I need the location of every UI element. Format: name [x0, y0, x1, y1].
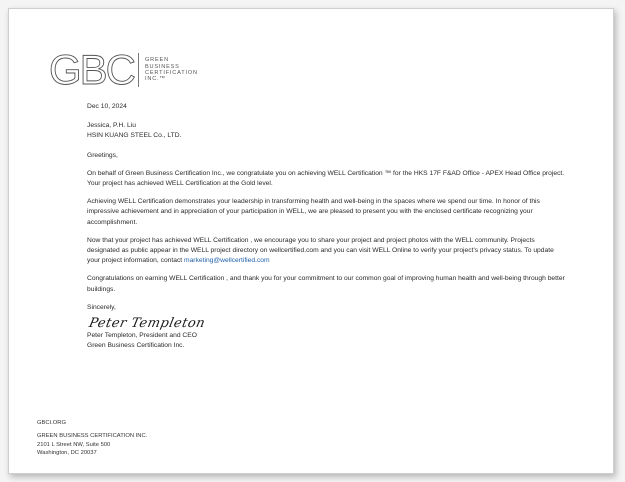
logo-line-4: INC.™ [145, 76, 166, 83]
recipient-block [87, 121, 565, 141]
paragraph-4: Congratulations on earning WELL Certification , and thank you for your commitment to our common goal of improving human health and well-being through better buildings. [87, 275, 565, 293]
recipient-company: HSIN KUANG STEEL Co., LTD. [87, 132, 182, 140]
logo-mark: GBC [49, 46, 135, 93]
footer-address-1: 2101 L Street NW, Suite 500 [37, 441, 111, 448]
contact-email-link[interactable]: marketing@wellcertified.com [184, 257, 270, 265]
paragraph-3-text: Now that your project has achieved WELL Certification , we encourage you to share your project and project photos with the WELL community. Projects designated as public appear in the WELL project directory on wellcertified.com and you can visit WELL Online to verify your project's privacy status. To update your project information, contact [87, 236, 554, 265]
logo-divider [138, 53, 139, 87]
signature-image: Peter Templeton [87, 316, 207, 332]
logo-line-2: BUSINESS [145, 63, 180, 70]
letter-date: Dec 10, 2024 [87, 103, 127, 110]
footer-org: GREEN BUSINESS CERTIFICATION INC. [37, 433, 148, 440]
recipient-name: Jessica, P.H. Liu [87, 122, 136, 130]
logo-wordmark [145, 57, 198, 83]
signer-title: Peter Templeton, President and CEO [87, 332, 197, 340]
letter-footer [37, 419, 147, 458]
paragraph-3 [87, 236, 565, 267]
footer-website: GBCI.ORG [37, 420, 66, 426]
greeting: Greetings, [87, 151, 118, 159]
footer-address-2: Washington, DC 20037 [37, 450, 97, 457]
logo-line-1: GREEN [145, 57, 169, 64]
letter-page [8, 8, 614, 474]
gbc-logo [49, 46, 198, 93]
closing: Sincerely, [87, 303, 116, 311]
signer-org: Green Business Certification Inc. [87, 342, 185, 350]
paragraph-2: Achieving WELL Certification demonstrates your leadership in transforming health and well-being in the spaces where we spend our time. In honor of this impressive achievement and in appreciation of your participation in WELL, we are pleased to present you with the enclosed certificate recognizing your accomplishment. [87, 198, 540, 226]
logo-line-3: CERTIFICATION [145, 70, 198, 76]
paragraph-1: On behalf of Green Business Certification Inc., we congratulate you on achieving WELL Certification ™ for the HKS 17F F&AD Office - APEX Head Office project. Your project has achieved WELL Certification at the Gold level. [87, 169, 565, 188]
letter-body [87, 102, 565, 352]
signer-block [87, 331, 565, 351]
